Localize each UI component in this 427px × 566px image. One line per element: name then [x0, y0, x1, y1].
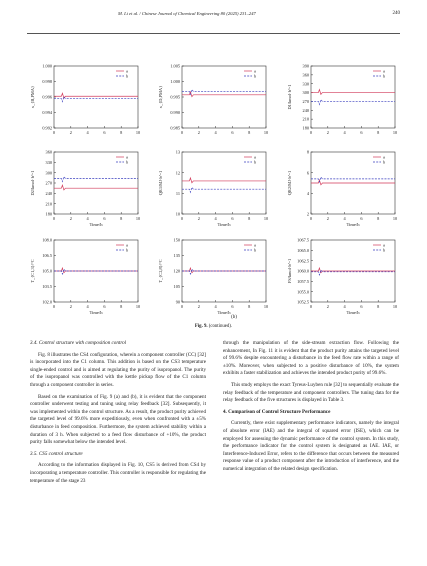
y-tick-label: 13	[175, 149, 180, 155]
x-tick-label: 2	[326, 304, 329, 309]
y-tick-label: 240	[45, 190, 52, 196]
x-axis-label: Time/h	[346, 310, 360, 315]
series-line-a	[182, 92, 266, 97]
x-tick-label: 4	[86, 304, 89, 309]
figure-caption	[0, 324, 427, 329]
caption-text: (continued).	[208, 324, 233, 329]
x-tick-label: 6	[231, 216, 234, 221]
x-tick-label: 0	[52, 304, 56, 309]
legend-label: a	[383, 154, 385, 160]
paragraph: Currently, there exist supplementary performance indicators, namely the integral of absolute error (IAE) and the integral of squared error (ISE), which can be employed for assessing the dynamic performance of the control system. In this study, the performance indicator for the control system is designated as IAE. IAE, or Interference-Induced Error, refers to the difference that occurs between the measured response value of a product component after the introduction of interference, and the numerical integration of the related design specification.	[223, 420, 399, 472]
y-tick-label: 105.0	[42, 268, 52, 274]
y-tick-label: 11	[175, 190, 180, 196]
x-tick-label: 2	[197, 130, 200, 135]
page-number: 240	[392, 11, 400, 16]
body-column-left	[30, 340, 206, 489]
y-tick-label: 270	[302, 99, 309, 105]
y-tick-label: 135	[173, 253, 180, 259]
y-tick-label: 2	[306, 211, 309, 217]
x-tick-label: 6	[360, 304, 363, 309]
x-axis-label: Time/h	[346, 222, 360, 227]
legend-label: a	[254, 68, 256, 74]
y-axis-label: QR1/MJ·h^-1	[158, 170, 163, 196]
x-tick-label: 0	[309, 130, 313, 135]
y-tick-label: 106.5	[42, 253, 52, 259]
y-axis-label: D1/kmol·h^-1	[287, 84, 292, 110]
x-tick-label: 4	[343, 216, 346, 221]
legend-label: a	[126, 242, 128, 248]
x-axis-label: Time/h	[217, 222, 231, 227]
subfigure-label: (b)	[231, 315, 237, 320]
x-tick-label: 8	[377, 216, 380, 221]
x-tick-label: 4	[343, 304, 346, 309]
y-tick-label: 8	[306, 149, 309, 155]
series-line-a	[182, 268, 266, 273]
legend-label: a	[126, 154, 128, 160]
y-tick-label: 180	[302, 125, 309, 131]
paragraph: This study employs the exact Tyreus-Luyben rule [32] to sequentially evaluate the relay feedback of the temperature and component controllers. The tuning data for the relay feedback of the five structures is displayed in Table 3.	[223, 381, 399, 404]
y-tick-label: 6	[306, 170, 309, 176]
y-tick-label: 10	[175, 211, 180, 217]
y-axis-label: T_{C2,8}/°C	[158, 259, 163, 283]
y-tick-label: 1.000	[170, 79, 180, 85]
y-tick-label: 0.985	[170, 125, 180, 131]
series-line-a	[182, 178, 266, 183]
y-axis-label: x_{D,PMA}	[158, 85, 163, 109]
series-line-a	[54, 93, 138, 98]
y-tick-label: 102.0	[42, 299, 52, 305]
y-tick-label: 1.005	[170, 63, 180, 69]
y-tick-label: 360	[45, 149, 52, 155]
legend-label: a	[383, 68, 385, 74]
x-tick-label: 4	[86, 216, 89, 221]
x-axis-label: Time/h	[89, 310, 103, 315]
x-tick-label: 8	[377, 304, 380, 309]
y-tick-label: 1052.5	[297, 299, 309, 305]
y-tick-label: 1060.0	[297, 268, 309, 274]
y-tick-label: 1067.5	[297, 237, 309, 243]
y-axis-label: FS/kmol·h^-1	[287, 258, 292, 284]
legend-label: a	[254, 242, 256, 248]
x-tick-label: 0	[180, 130, 184, 135]
legend-label: a	[126, 68, 128, 74]
y-tick-label: 270	[45, 180, 52, 186]
x-tick-label: 0	[309, 304, 313, 309]
x-tick-label: 4	[214, 304, 217, 309]
x-tick-label: 6	[360, 130, 363, 135]
y-tick-label: 330	[45, 159, 52, 165]
series-line-a	[54, 185, 138, 190]
series-line-a	[311, 180, 395, 185]
figure-9b	[20, 60, 410, 327]
x-tick-label: 10	[263, 304, 269, 309]
y-tick-label: 108.0	[42, 237, 52, 243]
x-tick-label: 8	[120, 304, 123, 309]
body-column-right	[223, 340, 399, 478]
series-line-b	[182, 269, 266, 274]
legend-label: a	[383, 242, 385, 248]
legend-label: b	[383, 159, 386, 165]
legend-label: b	[126, 73, 129, 79]
y-tick-label: 1057.5	[297, 278, 309, 284]
y-tick-label: 1055.0	[297, 289, 309, 295]
legend-label: b	[383, 73, 386, 79]
y-axis-label: x_{B,PMA}	[30, 85, 35, 109]
y-tick-label: 0.998	[42, 79, 52, 85]
x-tick-label: 0	[180, 216, 184, 221]
y-tick-label: 300	[45, 170, 52, 176]
x-tick-label: 4	[214, 216, 217, 221]
legend-label: b	[383, 247, 386, 253]
x-tick-label: 8	[248, 304, 251, 309]
section-heading: 3.4. Control structure with composition control	[30, 340, 127, 346]
x-tick-label: 6	[103, 216, 106, 221]
series-line-b	[182, 90, 266, 95]
y-tick-label: 390	[302, 63, 309, 69]
y-tick-label: 90	[175, 299, 180, 305]
figure-svg	[20, 60, 410, 322]
x-tick-label: 2	[197, 216, 200, 221]
header-rule	[27, 33, 400, 34]
y-tick-label: 105	[173, 284, 180, 290]
y-axis-label: QR2/MJ·h^-1	[287, 170, 292, 196]
y-tick-label: 0.990	[170, 110, 180, 116]
paragraph: Based on the examination of Fig. 9 (a) and (b), it is evident that the component controller underwent testing and tuning using relay feedback [32]. Subsequently, it was implemented within the control structure. As a result, the product purity achieved the targeted level of 99.6% more expeditiously, even when confronted with a ±5% disturbance in feed composition. Furthermore, the system achieved stability within a duration of 3 h. When subjected to a feed flow disturbance of +10%, the product purity falls somewhat below the intended level.	[30, 393, 206, 446]
x-tick-label: 8	[248, 130, 251, 135]
y-tick-label: 1065.0	[297, 247, 309, 253]
running-header	[0, 11, 427, 21]
series-line-a	[54, 268, 138, 273]
x-tick-label: 6	[231, 304, 234, 309]
x-tick-label: 2	[69, 304, 72, 309]
x-axis-label: Time/h	[217, 310, 231, 315]
x-tick-label: 10	[392, 304, 398, 309]
journal-citation: M. Li et al. / Chinese Journal of Chemical Engineering 80 (2025) 231–247	[118, 11, 256, 16]
section-heading: 4. Comparison of Control Structure Performance	[223, 408, 331, 415]
x-axis-label: Time/h	[89, 222, 103, 227]
x-tick-label: 10	[263, 130, 269, 135]
x-tick-label: 2	[326, 216, 329, 221]
series-line-b	[54, 269, 138, 274]
x-tick-label: 10	[135, 216, 141, 221]
y-tick-label: 360	[302, 72, 309, 78]
y-tick-label: 1.000	[42, 63, 52, 69]
series-line-b	[182, 187, 266, 192]
x-tick-label: 6	[103, 130, 106, 135]
legend-label: b	[126, 247, 129, 253]
y-tick-label: 210	[302, 116, 309, 122]
legend-label: b	[254, 159, 257, 165]
caption-label: Fig. 9.	[194, 324, 208, 329]
y-axis-label: T_{C1,3}/°C	[30, 259, 35, 283]
x-tick-label: 2	[197, 304, 200, 309]
x-tick-label: 10	[135, 130, 141, 135]
series-line-b	[54, 177, 138, 182]
legend-label: a	[254, 154, 256, 160]
x-tick-label: 0	[309, 216, 313, 221]
x-tick-label: 6	[360, 216, 363, 221]
legend-label: b	[126, 159, 129, 165]
y-tick-label: 120	[173, 268, 180, 274]
y-tick-label: 103.5	[42, 284, 52, 290]
y-tick-label: 0.994	[42, 110, 52, 116]
x-tick-label: 10	[263, 216, 269, 221]
x-tick-label: 8	[377, 130, 380, 135]
x-tick-label: 2	[69, 130, 72, 135]
paragraph: through the manipulation of the side-stream extraction flow. Following the enhancement, In Fig. 11 it is evident that the product purity attains the targeted level of 99.6% despite encountering a disturbance in the feed flow rate within a range of ±10%. Moreover, when subjected to a positive disturbance of 10%, the system exhibits a faster stabilization and achieves the intended product purity of 99.6%.	[223, 340, 399, 377]
y-tick-label: 4	[306, 190, 309, 196]
series-line-b	[311, 177, 395, 182]
y-tick-label: 300	[302, 90, 309, 96]
series-line-b	[54, 97, 138, 102]
y-tick-label: 0.992	[42, 125, 52, 131]
y-tick-label: 180	[45, 211, 52, 217]
series-line-a	[311, 90, 395, 95]
x-tick-label: 0	[52, 216, 56, 221]
legend-label: b	[254, 247, 257, 253]
x-tick-label: 10	[392, 130, 398, 135]
x-tick-label: 2	[326, 130, 329, 135]
y-tick-label: 12	[175, 170, 180, 176]
x-tick-label: 10	[392, 216, 398, 221]
x-tick-label: 0	[52, 130, 56, 135]
x-tick-label: 0	[180, 304, 184, 309]
x-tick-label: 8	[120, 216, 123, 221]
y-tick-label: 240	[302, 107, 309, 113]
x-tick-label: 10	[135, 304, 141, 309]
y-tick-label: 0.996	[42, 94, 52, 100]
section-heading: 3.5. CS5 control structure	[30, 450, 83, 457]
paragraph: According to the information displayed in Fig. 10, CS5 is derived from CS4 by incorporating a temperature controller. This controller is responsible for regulating the temperature of the stage 23	[30, 462, 206, 484]
y-tick-label: 150	[173, 237, 180, 243]
x-tick-label: 8	[248, 216, 251, 221]
legend-label: b	[254, 73, 257, 79]
x-tick-label: 6	[231, 130, 234, 135]
x-tick-label: 8	[120, 130, 123, 135]
series-line-b	[311, 100, 395, 105]
x-tick-label: 4	[343, 130, 346, 135]
y-tick-label: 330	[302, 81, 309, 87]
x-tick-label: 4	[86, 130, 89, 135]
x-tick-label: 6	[103, 304, 106, 309]
x-tick-label: 4	[214, 130, 217, 135]
y-tick-label: 1062.5	[297, 258, 309, 264]
y-tick-label: 210	[45, 201, 52, 207]
y-tick-label: 0.995	[170, 94, 180, 100]
y-axis-label: D2/kmol·h^-1	[30, 170, 35, 196]
paragraph: Fig. 8 illustrates the CS4 configuration, wherein a component controller (CC) [32] is incorporated into the C1 column. This addition is based on the CS3 temperature single-ended control and is aimed at regulating the purity of isopropanol. The purity of the isopropanol was controlled with the kettle pickup flow of the C1 column through a component controller in series.	[30, 351, 206, 388]
x-tick-label: 2	[69, 216, 72, 221]
